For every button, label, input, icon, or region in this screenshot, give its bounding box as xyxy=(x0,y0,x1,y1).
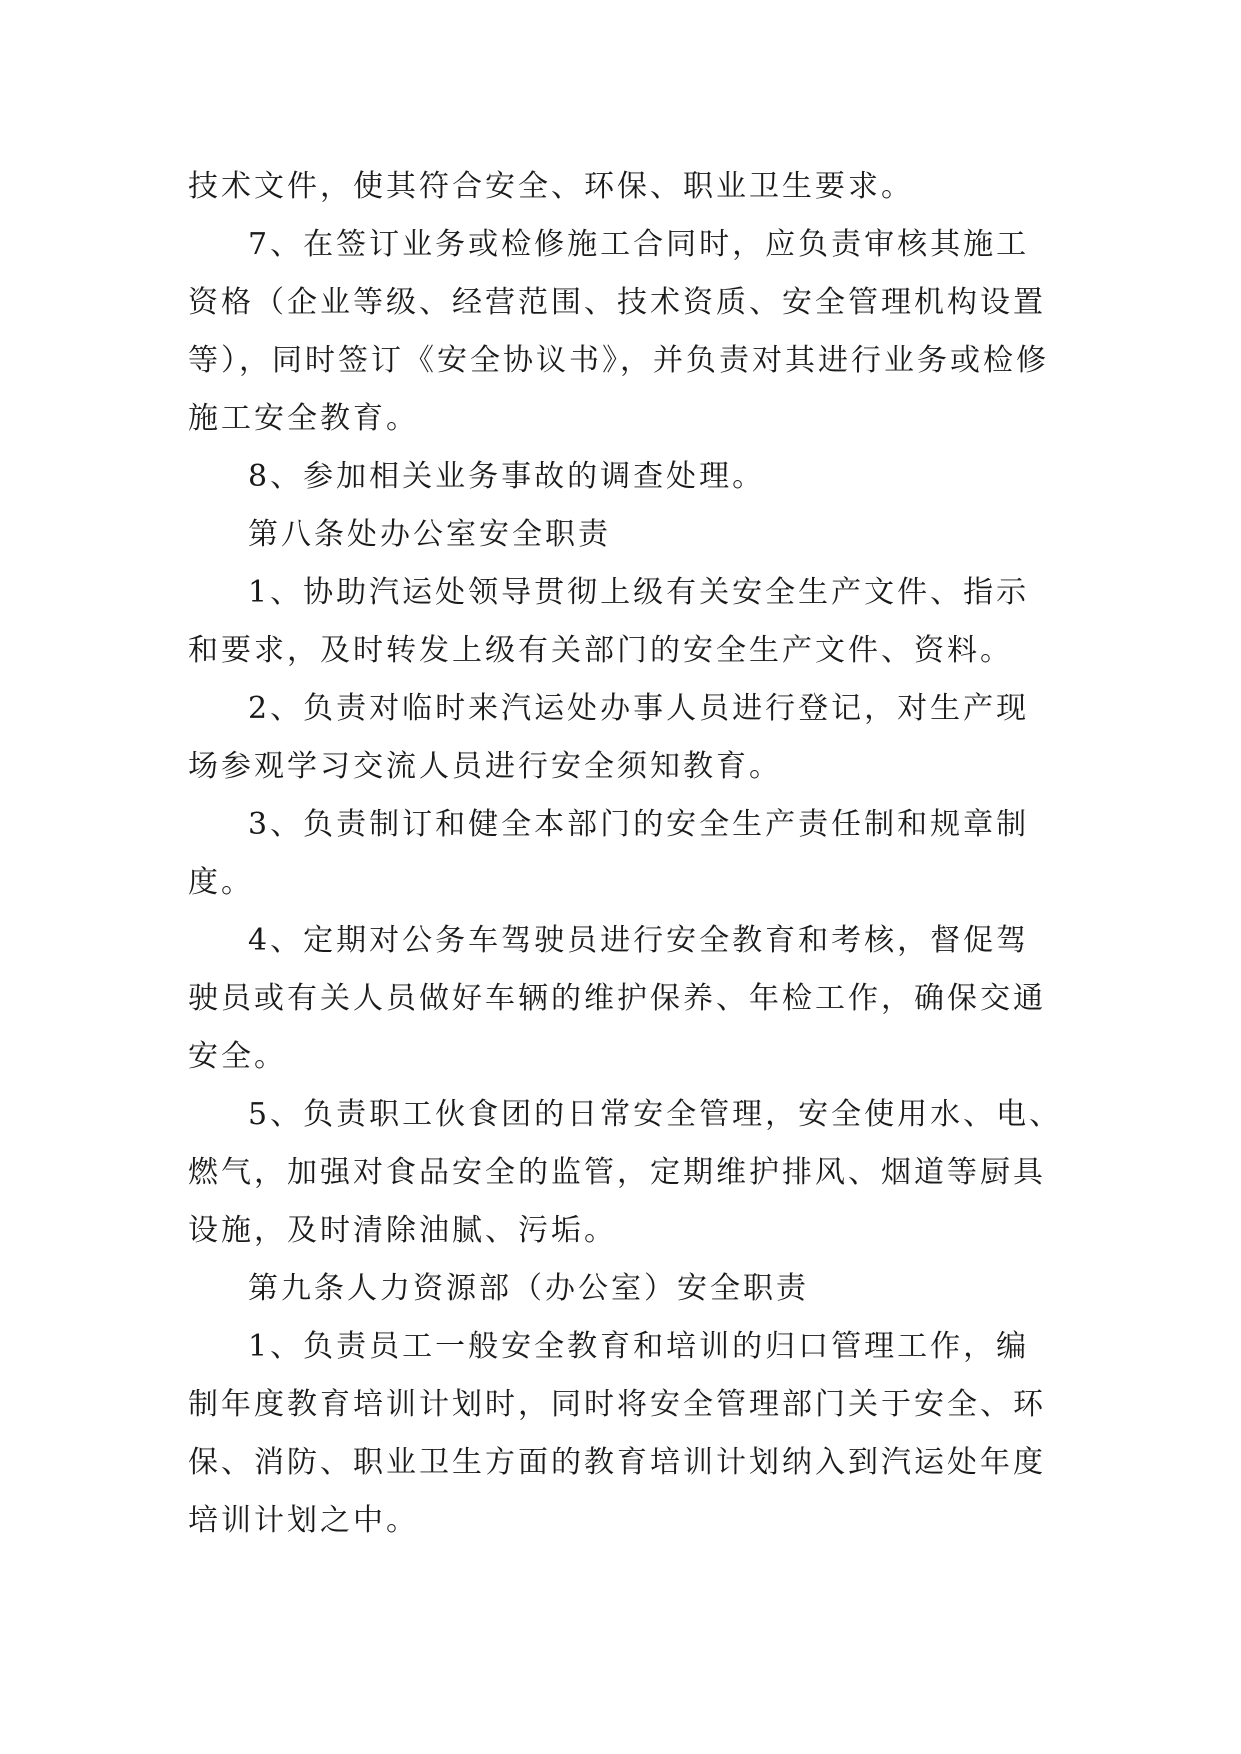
text-line: 制年度教育培训计划时，同时将安全管理部门关于安全、环 xyxy=(188,1387,1046,1422)
section-heading: 第八条处办公室安全职责 xyxy=(248,517,611,552)
text-line: 8、参加相关业务事故的调查处理。 xyxy=(248,459,766,494)
text-line: 燃气，加强对食品安全的监管，定期维护排风、烟道等厨具 xyxy=(188,1155,1046,1190)
text-line: 施工安全教育。 xyxy=(188,401,419,436)
text-line: 和要求，及时转发上级有关部门的安全生产文件、资料。 xyxy=(188,633,1013,668)
document-body xyxy=(188,158,1068,1550)
text-line: 等），同时签订《安全协议书》，并负责对其进行业务或检修 xyxy=(188,343,1049,378)
text-line: 技术文件，使其符合安全、环保、职业卫生要求。 xyxy=(188,169,914,204)
text-line: 安全。 xyxy=(188,1039,287,1074)
text-line: 2、负责对临时来汽运处办事人员进行登记，对生产现 xyxy=(248,691,1030,726)
text-line: 设施，及时清除油腻、污垢。 xyxy=(188,1213,617,1248)
text-line: 度。 xyxy=(188,865,254,900)
text-line: 培训计划之中。 xyxy=(188,1503,419,1538)
text-line: 保、消防、职业卫生方面的教育培训计划纳入到汽运处年度 xyxy=(188,1445,1046,1480)
text-line: 资格（企业等级、经营范围、技术资质、安全管理机构设置 xyxy=(188,285,1046,320)
text-line: 场参观学习交流人员进行安全须知教育。 xyxy=(188,749,782,784)
text-line: 4、定期对公务车驾驶员进行安全教育和考核，督促驾 xyxy=(248,923,1030,958)
text-line: 驶员或有关人员做好车辆的维护保养、年检工作，确保交通 xyxy=(188,981,1046,1016)
text-line: 1、负责员工一般安全教育和培训的归口管理工作，编 xyxy=(248,1329,1030,1364)
text-line: 3、负责制订和健全本部门的安全生产责任制和规章制 xyxy=(248,807,1030,842)
section-heading: 第九条人力资源部（办公室）安全职责 xyxy=(248,1271,809,1306)
text-line: 1、协助汽运处领导贯彻上级有关安全生产文件、指示 xyxy=(248,575,1030,610)
text-line: 7、在签订业务或检修施工合同时，应负责审核其施工 xyxy=(248,227,1030,262)
text-line: 5、负责职工伙食团的日常安全管理，安全使用水、电、 xyxy=(248,1097,1063,1132)
